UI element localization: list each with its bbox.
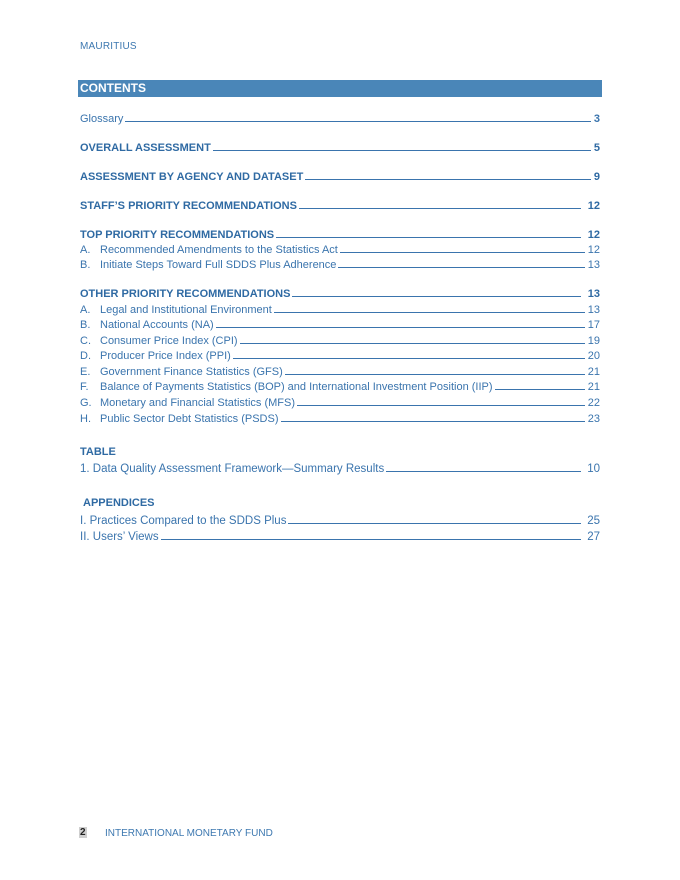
toc-entry-letter: G. xyxy=(80,397,92,409)
toc-entry-letter: C. xyxy=(80,335,91,347)
dot-leader xyxy=(297,395,585,406)
toc-entry-page: 9 xyxy=(593,171,600,183)
toc-entry-label: Government Finance Statistics (GFS) xyxy=(100,366,283,378)
toc-entry-label: Glossary xyxy=(80,113,124,125)
toc-entry-label: II. Users’ Views xyxy=(80,531,159,543)
toc-entry-letter: B. xyxy=(80,319,91,331)
toc-entry-label: Initiate Steps Toward Full SDDS Plus Adherence xyxy=(100,259,337,271)
toc-entry-overall-assessment[interactable] xyxy=(80,140,600,155)
toc-subentry-legal-institutional[interactable] xyxy=(80,302,600,317)
toc-entry-page: 20 xyxy=(587,350,600,362)
dot-leader xyxy=(161,529,581,540)
dot-leader xyxy=(233,348,585,359)
toc-entry-page: 17 xyxy=(587,319,600,331)
toc-subentry-statistics-act[interactable] xyxy=(80,242,600,257)
toc-entry-page: 25 xyxy=(587,515,600,527)
toc-entry-appendix-2[interactable] xyxy=(80,529,600,544)
toc-entry-label: Monetary and Financial Statistics (MFS) xyxy=(100,397,296,409)
toc-entry-label: OTHER PRIORITY RECOMMENDATIONS xyxy=(80,288,291,300)
contents-heading-bar xyxy=(78,80,602,97)
toc-entry-label: Producer Price Index (PPI) xyxy=(100,350,231,362)
toc-entry-label: ASSESSMENT BY AGENCY AND DATASET xyxy=(80,171,304,183)
toc-entry-label: OVERALL ASSESSMENT xyxy=(80,142,211,154)
toc-entry-label: Recommended Amendments to the Statistics Act xyxy=(100,244,338,256)
dot-leader xyxy=(338,257,584,268)
toc-entry-label: Public Sector Debt Statistics (PSDS) xyxy=(100,413,279,425)
toc-subentry-monetary-financial-statistics[interactable] xyxy=(80,395,600,410)
toc-entry-appendix-1[interactable] xyxy=(80,513,600,528)
toc-entry-label: TOP PRIORITY RECOMMENDATIONS xyxy=(80,229,275,241)
toc-entry-page: 12 xyxy=(587,244,600,256)
toc-entry-letter: E. xyxy=(80,366,91,378)
toc-subentry-sdds-plus-adherence[interactable] xyxy=(80,257,600,272)
toc-entry-page: 12 xyxy=(587,200,600,212)
toc-entry-letter: F. xyxy=(80,381,89,393)
toc-entry-page: 23 xyxy=(587,413,600,425)
dot-leader xyxy=(125,111,590,122)
toc-entry-label: Legal and Institutional Environment xyxy=(100,304,272,316)
footer-page-number: 2 xyxy=(80,827,86,838)
toc-subentry-government-finance-statistics[interactable] xyxy=(80,364,600,379)
toc-entry-other-priority-recommendations[interactable] xyxy=(80,286,600,301)
dot-leader xyxy=(240,333,585,344)
toc-entry-page: 21 xyxy=(587,381,600,393)
toc-entry-letter: B. xyxy=(80,259,91,271)
dot-leader xyxy=(495,379,585,390)
toc-subentry-consumer-price-index[interactable] xyxy=(80,333,600,348)
toc-entry-page: 10 xyxy=(587,463,600,475)
toc-entry-page: 22 xyxy=(587,397,600,409)
toc-entry-label: National Accounts (NA) xyxy=(100,319,214,331)
toc-entry-letter: A. xyxy=(80,244,91,256)
contents-title: CONTENTS xyxy=(80,81,146,95)
dot-leader xyxy=(292,286,581,297)
toc-subentry-national-accounts[interactable] xyxy=(80,317,600,332)
footer-organization: INTERNATIONAL MONETARY FUND xyxy=(105,828,273,839)
toc-entry-page: 5 xyxy=(593,142,600,154)
toc-entry-label: Consumer Price Index (CPI) xyxy=(100,335,238,347)
toc-entry-page: 12 xyxy=(587,229,600,241)
toc-entry-glossary[interactable] xyxy=(80,111,600,126)
running-head: MAURITIUS xyxy=(80,41,137,52)
toc-entry-letter: D. xyxy=(80,350,91,362)
appendices-section-heading: APPENDICES xyxy=(83,497,155,509)
toc-entry-page: 13 xyxy=(587,288,600,300)
dot-leader xyxy=(386,461,581,472)
dot-leader xyxy=(216,317,585,328)
toc-entry-letter: H. xyxy=(80,413,91,425)
dot-leader xyxy=(288,513,581,524)
dot-leader xyxy=(276,227,581,238)
toc-entry-label: STAFF’S PRIORITY RECOMMENDATIONS xyxy=(80,200,297,212)
toc-entry-page: 3 xyxy=(593,113,600,125)
toc-entry-page: 13 xyxy=(587,304,600,316)
toc-entry-letter: A. xyxy=(80,304,91,316)
toc-entry-label: I. Practices Compared to the SDDS Plus xyxy=(80,515,287,527)
toc-entry-page: 21 xyxy=(587,366,600,378)
toc-entry-label: Balance of Payments Statistics (BOP) and International Investment Position (IIP) xyxy=(100,381,493,393)
dot-leader xyxy=(340,242,585,253)
toc-subentry-balance-of-payments[interactable] xyxy=(80,379,600,394)
dot-leader xyxy=(305,169,591,180)
toc-entry-staff-priority-recommendations[interactable] xyxy=(80,198,600,213)
toc-entry-page: 27 xyxy=(587,531,600,543)
toc-entry-top-priority-recommendations[interactable] xyxy=(80,227,600,242)
dot-leader xyxy=(281,411,585,422)
toc-entry-page: 13 xyxy=(587,259,600,271)
dot-leader xyxy=(274,302,585,313)
dot-leader xyxy=(299,198,581,209)
toc-entry-label: 1. Data Quality Assessment Framework—Summary Results xyxy=(80,463,385,475)
dot-leader xyxy=(213,140,591,151)
toc-subentry-producer-price-index[interactable] xyxy=(80,348,600,363)
toc-entry-assessment-by-agency[interactable] xyxy=(80,169,600,184)
toc-entry-page: 19 xyxy=(587,335,600,347)
dot-leader xyxy=(285,364,585,375)
toc-entry-table-1[interactable] xyxy=(80,461,600,476)
table-section-heading: TABLE xyxy=(80,446,116,458)
toc-subentry-public-sector-debt[interactable] xyxy=(80,411,600,426)
